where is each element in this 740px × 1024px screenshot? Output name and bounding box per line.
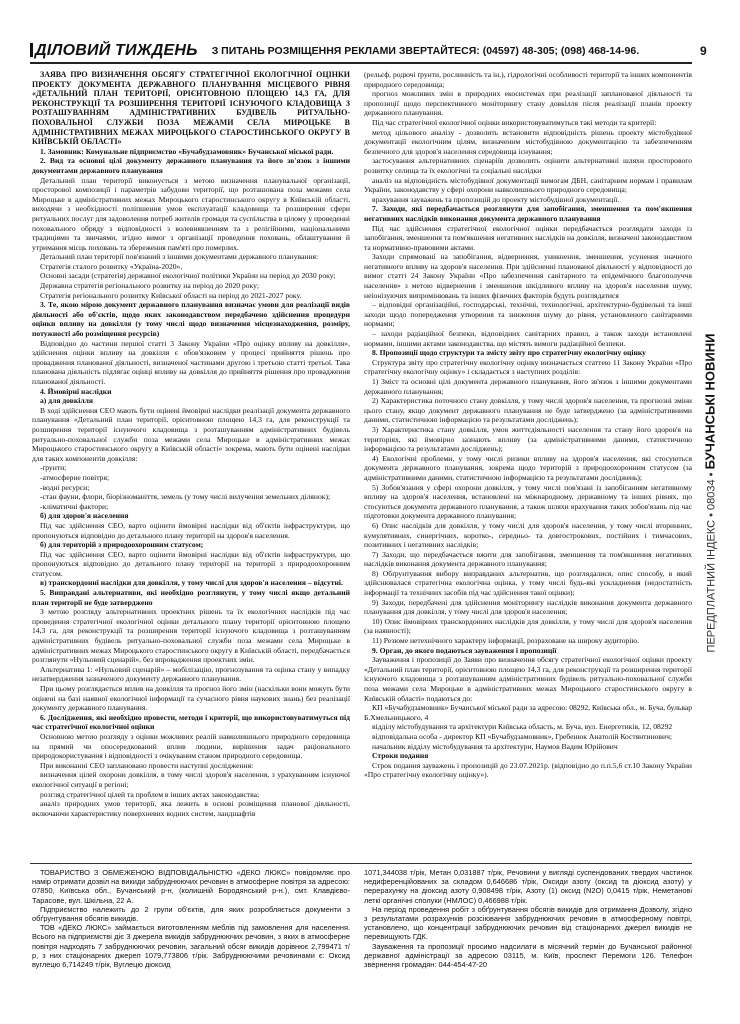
- paragraph: Строк подання зауважень і пропозицій до 23.07.2021р. (відповідно до п.п.5,6 ст.10 Закону України «Про стратегічну екологічну оцінку»).: [364, 760, 692, 780]
- section-heading: 6. Дослідження, які необхідно провести, методи і критерії, що використовуватимуться під час стратегічної екологічної оцінки: [32, 712, 350, 732]
- paragraph: Детальний план території пов'язаний з іншими документами державного планування:: [40, 252, 319, 262]
- article-title: ЗАЯВА ПРО ВИЗНАЧЕННЯ ОБСЯГУ СТРАТЕГІЧНОЇ ЕКОЛОГІЧНОЇ ОЦІНКИ ПРОЕКТУ ДОКУМЕНТА ДЕРЖАВНОГО ПЛАНУВАННЯ МІСЦЕВОГО РІВНЯ «ДЕТАЛЬНИЙ ПЛАН ТЕРИТОРІЇ, ОРІЄНТОВНОЮ ПЛОЩЕЮ 14,3 ГА, ДЛЯ РЕКОНСТРУКЦІЇ ТА РОЗШИРЕННЯ ТЕРИТОРІЇ ІСНУЮЧОГО КЛАДОВИЩА З РОЗТАШУВАННЯМ АДМІНІСТРАТИВНИХ БУДІВЕЛЬ РИТУАЛЬНО-ПОХОВАЛЬНОЇ СЛУЖБИ ПОЗА МЕЖАМИ СЕЛА МИРОЦЬКЕ В АДМІНІСТРАТИВНИХ МЕЖАХ МИРОЦЬКОГО СТАРОСТИНСЬКОГО ОКРУГУ В КИЇВСЬКІЙ ОБЛАСТІ»: [32, 70, 350, 147]
- paragraph: Заходи спрямовані на запобігання, відвернення, уникнення, зменшення, усунення значного негативного впливу на здоров'я населення. При здійсненні планованої діяльності у відповідності до вимог статті 24 Закону України «Про забезпечення санітарного та епідемічного благополуччя населення» з метою відвернення і зменшення шкідливого впливу на здоров'я населення шуму, неіонізуючих випромінювань та інших фізичних факторів будуть розглядатися: [364, 252, 692, 300]
- paragraph: – відповідні організаційні, господарські, технічні, технологічні, архітектурно-будівельні та інші заходи щодо попередження утворення та зниження шуму до рівня, установленого санітарними нормами;: [364, 300, 692, 329]
- paragraph: При виконанні СЕО заплановано провести наступні дослідження:: [40, 760, 254, 770]
- paragraph: З метою розгляду альтернативних проектних рішень та їх екологічних наслідків під час проведення стратегічної екологічної оцінки детального плану території орієнтовною площею 14,3 га, для реконструкції та розширення території існуючого кладовища з розташуванням адміністративних будівель ритуально-поховальної служби поза межами села Мироцьке в адміністративних межах Мироцького старостинського округу в Київській області, передбачається розглянути «Нульовий сценарій», без впровадження проектних змін.: [32, 607, 350, 665]
- paragraph: Стратегія сталого розвитку «Україна-2020»,: [40, 261, 183, 271]
- paragraph: Відповідно до частини першої статті 3 Закону України «Про оцінку впливу на довкілля», здійснення оцінки впливу на довкілля є обов'язковим у процесі прийняття рішень про провадження планованої діяльності, визначеної частинами другою і третьою статті третьої. Така планована діяльність підлягає оцінці впливу на довкілля до прийняття рішення про провадження планованої діяльності.: [32, 338, 350, 386]
- ad-divider: [30, 863, 692, 864]
- logo-text: ДІЛОВИЙ ТИЖДЕНЬ: [35, 42, 198, 59]
- paragraph: Альтернатива 1: «Нульовий сценарій» – мобілізацію, прогнозування та оцінка стану у випадку незатвердження зазначеного документу державного планування.: [32, 664, 350, 684]
- section-heading: б) для територій з природоохоронним статусом;: [40, 540, 204, 550]
- paragraph: Під час здійснення СЕО, варто оцінити ймовірні наслідки від об'єктів інфраструктури, що пропонуються відповідно до детального плану території на здоров'я населення.: [32, 520, 350, 540]
- paragraph: метод цільового аналізу - дозволить встановити відповідність рішень проекту містобудівної документації екологічним цілям, визначеним містобудівною документацією та забезпеченням безпечного для здоров'я населення середовища існування;: [364, 127, 692, 156]
- paragraph: Стратегія регіонального розвитку Київської області на період до 2021-2027 року.: [40, 290, 302, 300]
- section-heading: 8. Пропозиції щодо структури та змісту звіту про стратегічну екологічну оцінку: [372, 348, 646, 358]
- section-heading: 5. Виправдані альтернативи, які необхідно розглянути, у тому числі якщо детальний план території не буде затверджено: [32, 588, 350, 607]
- section-heading: 2. Вид та основні цілі документу державного планування та його зв'язок з іншими документами державного планування: [32, 156, 350, 175]
- paragraph: 10) Опис ймовірних транскордонних наслідків для довкілля, у тому числі для здоров'я населення (за наявності);: [364, 616, 692, 636]
- section-heading: в) транскордонні наслідки для довкілля, у тому числі для здоров'я населення – відсутні.: [40, 578, 343, 588]
- vertical-sidebar: [699, 70, 721, 915]
- paragraph: Під час здійснення СЕО, варто оцінити ймовірні наслідки від об'єктів інфраструктури, що пропонуються відповідно до детального плану території на території з природоохоронним статусом.: [32, 549, 350, 578]
- sidebar-text: [703, 333, 718, 652]
- page-number: 9: [700, 44, 707, 58]
- paragraph: – заходи радіаційної безпеки, відповідних санітарних правил, а також заходи встановлені нормами, іншими актами законодавства, що містять вимоги радіаційної безпеки.: [364, 329, 692, 348]
- paragraph: Основні засади (стратегія) державної екологічної політики України на період до 2030 року;: [40, 271, 336, 281]
- paragraph: 1071,344038 т/рік, Метан 0,031887 т/рік, Речовини у вигляді суспендованих твердих частинок недиференційованих за складом 0,646686 т/рік, Оксиди азоту (оксид та діоксид азоту) у перерахунку на діоксид азоту 0,908498 т/рік, Азоту (1) оксид (N2O) 0,0415 т/рік, Неметанові леткі органічні сполуки (НМЛОС) 0,466988 т/рік.: [364, 868, 692, 905]
- section-heading: Строки подання: [372, 751, 429, 761]
- section-heading: б) для здоров'я населення: [40, 511, 129, 521]
- paragraph: застосування альтернативних сценаріїв дозволить оцінити альтернативні шляхи просторового розвитку селища та їх екологічні та соціальні наслідки: [364, 156, 692, 175]
- paragraph: начальник відділу містобудування та архітектури, Наумов Вадим Юрійович: [372, 741, 618, 751]
- paragraph: 7) Заходи, що передбачається вжити для запобігання, зменшення та пом'якшення негативних наслідків виконання документа державного планування;: [364, 549, 692, 569]
- paragraph: 9) Заходи, передбачені для здійснення моніторингу наслідків виконання документа державного планування для довкілля, у тому числі для здоров'я населення;: [364, 597, 692, 617]
- section-heading: 9. Орган, до якого подаються зауваження і пропозиції: [372, 645, 557, 655]
- newspaper-section-logo: [30, 42, 198, 60]
- paragraph: 1) Зміст та основні цілі документа державного планування, його зв'язок з іншими документами державного планування;: [364, 377, 692, 396]
- article-body-right: [364, 70, 692, 780]
- paragraph: Державна стратегія регіонального розвитку на період до 2020 року;: [40, 281, 259, 291]
- paragraph: На період проведення робіт з обґрунтування обсягів викидів для отримання Дозволу, згідно з результатами розрахунків розсіювання забруднюючих речовин в атмосферному повітрі, установлено, що концентрації забруднюючих речовин від стаціонарних джерел викидів не перевищують ГДК.: [364, 904, 692, 942]
- paragraph: Детальний план території виконується з метою визначення планувальної організації, просторової композиції і параметрів забудови території, що розташована поза межами села Мироцьке в адміністративних межах Мироцького старостинського округу в Київській області, виходячи з необхідності поліпшення умов експлуатації кладовища та розширення сфери ритуальних послуг для задоволення потреб жителів громади та суспільства в цілому у проведенні поховального обряду з відповідності з волевиявленням та з релігійними, національними традиціями та звичаями, згідно вимог з організації проведення поховань, облаштування й утримання місць поховань та збереження пам'яті про померлих.: [32, 175, 350, 252]
- paragraph: При цьому розглядається вплив на довкілля та прогноз його змін (наскільки вони можуть бути оцінені на базі наявної екологічної інформації та сучасного рівня наукових знань) без реалізації документу державного планування.: [32, 684, 350, 713]
- paragraph: аналіз природних умов території, яка лежить в основі розміщення планової діяльності, включаючи характеристику поверхневих водних систем, ландшафтів: [32, 799, 350, 818]
- paragraph: В ході здійснення СЕО мають бути оцінені ймовірні наслідки реалізації документа державного планування «Детальний план території, орієнтовною площею 14,3 га, для реконструкції та розширення території існуючого кладовища з розташуванням адміністративних будівель ритуально-поховальної служби поза межами села Мироцьке в адміністративних межах Мироцького старостинського округу в Київській області» зокрема, мають бути оцінені наслідки для таких компонентів довкілля:: [32, 405, 350, 463]
- paragraph: Зауваження і пропозиції до Заяви про визначення обсягу стратегічної екологічної оцінки проекту «Детальний план території, орієнтовною площею 14,3 га, для реконструкції та розширення території існуючого кладовища з розташуванням адміністративних будівель ритуально-поховальної служби поза межами села Мироцьке в адміністративних межах Мироцького старостинського округу в Київській області» подаються до:: [364, 655, 692, 703]
- page-header: [30, 40, 692, 64]
- paragraph: відділу містобудування та архітектури Київська область, м. Буча, вул. Енергетиків, 12, 08292: [372, 722, 673, 732]
- paragraph: Структура звіту про стратегічну екологічну оцінку визначається статтею 11 Закону України «Про стратегічну екологічну оцінку» і складається з наступних розділів:: [364, 357, 692, 377]
- paragraph: визначення цілей охорони довкілля, в тому числі здоров'я населення, з урахуванням існуючої екологічної ситуації в регіоні;: [32, 770, 350, 789]
- article-column-left: [32, 70, 350, 818]
- paragraph: ТОВАРИСТВО З ОБМЕЖЕНОЮ ВІДПОВІДАЛЬНІСТЮ «ДЕКО ЛЮКС» повідомляє про намір отримати дозвіл на викиди забруднюючих речовин в атмосферне повітря за адресою: 07850, Київська обл., Бучанський р-н, (колишній Бородянський р-н.), смт. Клавдієво-Тарасове, вул. Шкільна, 22 А.: [32, 868, 350, 905]
- paragraph: Зауваження та пропозиції просимо надсилати в місячний термін до Бучанської районної державної адміністрації за адресою 03115, м. Київ, проспект Перемоги 126. Телефон звернення громадян: 044-454-47-20: [364, 941, 692, 970]
- paragraph: Основною метою розгляду з оцінки можливих реалій навколишнього природного середовища на прямий чи опосередкований вплив людини, вирішення задач раціонального природокористування і відповідності з очікуваним станом природного середовища.: [32, 731, 350, 761]
- advertising-contact-line: З ПИТАНЬ РОЗМІЩЕННЯ РЕКЛАМИ ЗВЕРТАЙТЕСЯ: (04597) 48-305; (098) 468-14-96.: [211, 45, 640, 57]
- section-heading: 1. Замовник: Комунальне підприємство «Бучабудзамовник» Бучанської міської ради.: [40, 146, 334, 156]
- subscription-index: ПЕРЕДПЛАТНИЙ ІНДЕКС • 08034 •: [705, 471, 718, 652]
- paragraph: 3) Характеристика стану довкілля, умов життєдіяльності населення та стану його здоров'я на територіях, які ймовірно зазнають впливу (за адміністративними даними, статистичною інформацією та результатами досліджень);: [364, 424, 692, 454]
- paragraph: 8) Обґрунтування вибору виправданих альтернатив, що розглядалися, опис способу, в який здійснювалася стратегічна екологічна оцінка, у тому числі будь-які ускладнення (недостатність інформації та технічних засобів під час здійснення такої оцінки);: [364, 568, 692, 598]
- article-body-left: [32, 147, 350, 819]
- paragraph: 2) Характеристика поточного стану довкілля, у тому числі здоров'я населення, та прогнозні зміни цього стану, якщо документ державного планування не буде затверджено (за адміністративними даними, статистичною інформацією та результатами досліджень);: [364, 396, 692, 425]
- paragraph: врахування зауважень та пропозицій до проекту містобудівної документації.: [372, 194, 620, 204]
- paragraph: -ґрунти;: [40, 463, 67, 473]
- paragraph: ТОВ «ДЕКО ЛЮКС» займається виготовленням меблів під замовлення для населення. Всього на підприємстві діє 3 джерела викидів забруднюючих речовин, з яких в атмосферне повітря надходять 7 забруднюючих речовин, загальний обсяг викидів дорівнює 2,799471 т/р, з них стаціонарних джерел 1079,773806 т/рік. Забруднюючими речовинами є: Оксид вуглецю 6,714249 т/рік, Вуглецю діоксид: [32, 923, 350, 970]
- paragraph: розгляд стратегічної цілей та проблем в інших актах законодавства;: [40, 789, 260, 799]
- section-heading: 3. Те, якою мірою документ державного планування визначає умови для реалізації видів діяльності або об'єктів, щодо яких законодавством передбачено здійснення процедури оцінки впливу на довкілля (у тому числі щодо визначення місцезнаходження, розміру, потужності або розміщення ресурсів): [32, 300, 350, 339]
- advertisement-right: [364, 868, 692, 969]
- paragraph: 4) Екологічні проблеми, у тому числі ризики впливу на здоров'я населення, які стосуються документа державного планування, зокрема щодо територій з природоохоронним статусом (за адміністративними даними, статистичною інформацією та результатами досліджень);: [364, 453, 692, 482]
- paragraph: -атмосферне повітря;: [40, 472, 110, 482]
- section-heading: а) для довкілля: [40, 396, 93, 406]
- paragraph: 5) Зобов'язання у сфері охорони довкілля, у тому числі пов'язані із запобіганням негативному впливу на здоров'я населення, встановлені на міжнародному, державному та інших рівнях, що стосуються документа державного планування, а також шляхи врахування таких зобов'язань під час підготовки документа державного планування;: [364, 482, 692, 521]
- paragraph: Під час здійснення стратегічної екологічної оцінки передбачається розглядати заходи із запобігання, зменшення та пом'якшення негативних наслідків на довкілля, визначені законодавством та нормативно-правовими актами.: [364, 223, 692, 252]
- paragraph: Підприємство належить до 2 групи об'єктів, для яких розробляється документи з обґрунтування обсягів викидів.: [32, 904, 350, 924]
- newspaper-name: БУЧАНСЬКІ НОВИНИ: [702, 333, 718, 469]
- paragraph: -кліматичні фактори;: [40, 501, 109, 511]
- paragraph: аналіз на відповідність містобудівної документації вимогам ДБН, санітарним нормам і правилам України, законодавству у сфері охорони навколишнього природного середовища;: [364, 175, 692, 195]
- paragraph: 6) Опис наслідків для довкілля, у тому числі для здоров'я населення, у тому числі вторинних, кумулятивних, синергічних, коротко-, середньо- та довгострокових, постійних і тимчасових, позитивних і негативних наслідків;: [364, 520, 692, 550]
- section-heading: 4. Ймовірні наслідки: [40, 386, 112, 396]
- paragraph: 11) Резюме нетехнічного характеру інформації, розраховане на широку аудиторію.: [372, 636, 640, 646]
- logo-bar-icon: [30, 43, 33, 57]
- paragraph: -водні ресурси;: [40, 482, 90, 492]
- paragraph: відповідальна особа - директор КП «Бучабудзамовник», Гребенюк Анатолій Костянтинович;: [372, 731, 673, 741]
- advertisement-left: [32, 868, 350, 969]
- paragraph: прогноз можливих змін в природних екосистемах при реалізації запланованої діяльності та пропозиції щодо перспективного моніторингу стану довкілля після реалізації планів проекту державного планування.: [364, 89, 692, 118]
- section-heading: 7. Заходи, які передбачається розглянути для запобігання, зменшення та пом'якшення негативних наслідків виконання документа державного планування: [364, 204, 692, 223]
- paragraph: КП «Бучабудзамовник» Бучанської міської ради за адресою: 08292, Київська обл., м. Буча, бульвар Б.Хмельницького, 4: [364, 703, 692, 722]
- paragraph: -стан фауни, флори, біорізноманіття, земель (у тому числі вилучення земельних ділянок);: [40, 492, 331, 502]
- paragraph: Під час стратегічної екологічної оцінки використовуватимуться такі методи та критерії:: [372, 117, 657, 127]
- article-column-right: [364, 70, 692, 780]
- paragraph: (рельєф, родючі ґрунти, рослинність та ін.), гідрологічні особливості території та інших компонентів природного середовища;: [364, 70, 692, 89]
